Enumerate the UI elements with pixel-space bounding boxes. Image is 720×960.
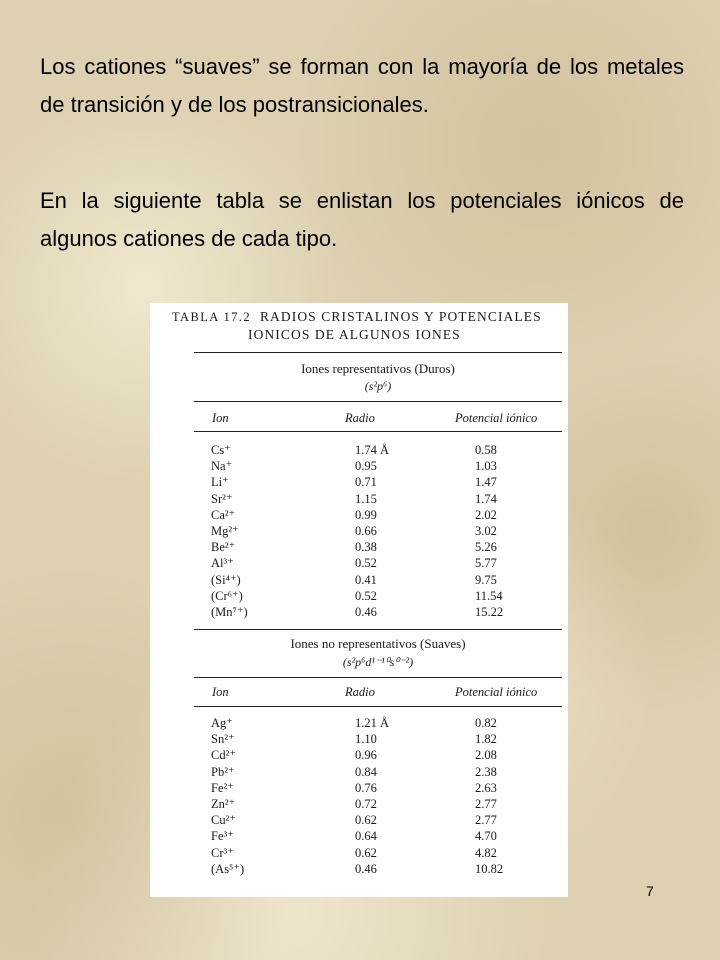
radio-cell: 1.74 Å: [355, 443, 390, 457]
table-row: [150, 715, 568, 731]
ion-cell: Li⁺: [211, 475, 229, 490]
radio-cell: 0.64: [355, 829, 377, 844]
divider: [194, 401, 562, 402]
radio-cell: 1.21 Å: [355, 716, 390, 730]
radio-cell: 0.84: [355, 764, 377, 779]
potential-cell: 5.26: [475, 540, 497, 555]
radio-cell: 0.76: [355, 780, 377, 795]
ion-cell: Mg²⁺: [211, 524, 239, 538]
ion-cell: Cr³⁺: [211, 845, 234, 860]
potential-cell: 15.22: [475, 605, 504, 619]
divider: [194, 629, 562, 630]
divider: [194, 352, 562, 353]
divider: [194, 677, 562, 678]
page-number: 7: [646, 883, 654, 899]
table-row: [150, 861, 568, 877]
ion-cell: Ca²⁺: [211, 507, 236, 522]
ion-cell: Zn²⁺: [211, 797, 236, 811]
potential-cell: 5.77: [475, 556, 497, 571]
radio-cell: 0.62: [355, 845, 377, 860]
potential-cell: 2.38: [475, 764, 497, 779]
ion-cell: (Cr⁶⁺): [211, 588, 243, 603]
radio-cell: 0.71: [355, 475, 377, 490]
section-config-soft: (s²p⁶d¹⁻¹⁰s⁰⁻²): [342, 655, 414, 669]
table-row: [150, 731, 568, 747]
potential-cell: 9.75: [475, 572, 497, 587]
table-row: [150, 845, 568, 861]
table-row: [150, 442, 568, 458]
radio-cell: 0.46: [355, 861, 377, 876]
potential-cell: 11.54: [475, 588, 503, 603]
radio-cell: 0.95: [355, 459, 377, 474]
section-heading-soft: Iones no representativos (Suaves): [290, 636, 466, 651]
col-header-potencial: Potencial iónico: [455, 411, 538, 425]
potential-cell: 1.47: [475, 475, 497, 490]
potential-cell: 2.63: [475, 780, 497, 795]
potential-cell: 2.02: [475, 507, 497, 522]
table-row: [150, 555, 568, 571]
ion-cell: Be²⁺: [211, 540, 236, 555]
potential-cell: 2.77: [475, 813, 497, 828]
col-header-potencial: Potencial iónico: [455, 685, 538, 699]
table-row: [150, 523, 568, 539]
table-row: [150, 539, 568, 555]
table-row: [150, 588, 568, 604]
potential-cell: 1.74: [475, 491, 497, 506]
intro-paragraph: Los cationes “suaves” se forman con la mayoría de los metales de transición y de los postransicionales.: [40, 54, 684, 117]
ion-cell: (Mn⁷⁺): [211, 605, 248, 619]
table-row: [150, 812, 568, 828]
radio-cell: 0.52: [355, 588, 377, 603]
potential-cell: 3.02: [475, 524, 497, 538]
section-config-hard: (s²p⁶): [364, 379, 392, 393]
col-header-ion: Ion: [212, 685, 229, 699]
ion-cell: Cs⁺: [211, 443, 231, 457]
ion-cell: Na⁺: [211, 459, 233, 474]
table-title-text: RADIOS CRISTALINOS Y POTENCIALES: [259, 309, 542, 324]
table-row: [150, 474, 568, 490]
radio-cell: 0.99: [355, 507, 377, 522]
table-label: TABLA 17.2: [172, 310, 251, 324]
radio-cell: 0.66: [355, 524, 377, 538]
table-title-line2: IONICOS DE ALGUNOS IONES: [248, 327, 461, 342]
potential-cell: 1.03: [475, 459, 497, 474]
table-row: [150, 572, 568, 588]
table-row: [150, 828, 568, 844]
section-heading-hard: Iones representativos (Duros): [301, 361, 455, 376]
col-header-radio: Radio: [345, 685, 375, 699]
table-row: [150, 796, 568, 812]
table-row: [150, 604, 568, 620]
radio-cell: 0.41: [355, 572, 377, 587]
radio-cell: 0.62: [355, 813, 377, 828]
potential-cell: 4.70: [475, 829, 497, 844]
radio-cell: 1.15: [355, 491, 377, 506]
col-header-radio: Radio: [345, 411, 375, 425]
ion-cell: Ag⁺: [211, 716, 233, 730]
ion-cell: Cu²⁺: [211, 813, 236, 828]
table-intro-paragraph: En la siguiente tabla se enlistan los potenciales iónicos de algunos cationes de cada tipo.: [40, 188, 684, 251]
ion-cell: (As⁵⁺): [211, 861, 245, 876]
col-header-ion: Ion: [212, 411, 229, 425]
potential-cell: 0.58: [475, 443, 497, 457]
radio-cell: 0.96: [355, 748, 377, 763]
radio-cell: 0.72: [355, 797, 377, 811]
table-row: [150, 747, 568, 763]
ion-cell: Al³⁺: [211, 556, 234, 571]
potential-cell: 10.82: [475, 861, 504, 876]
ion-cell: Sn²⁺: [211, 732, 235, 747]
ionic-radii-table-image: [150, 303, 568, 897]
potential-cell: 2.08: [475, 748, 497, 763]
potential-cell: 1.82: [475, 732, 497, 747]
radio-cell: 0.38: [355, 540, 377, 555]
potential-cell: 2.77: [475, 797, 497, 811]
divider: [194, 706, 562, 707]
radio-cell: 1.10: [355, 732, 377, 747]
ion-cell: Fe³⁺: [211, 829, 234, 844]
ion-cell: Fe²⁺: [211, 780, 234, 795]
table-title-line1: [172, 309, 542, 325]
ion-cell: Cd²⁺: [211, 748, 236, 763]
table-row: [150, 458, 568, 474]
table-row: [150, 491, 568, 507]
ion-cell: Sr²⁺: [211, 491, 233, 506]
divider: [194, 431, 562, 432]
table-row: [150, 780, 568, 796]
potential-cell: 4.82: [475, 845, 497, 860]
radio-cell: 0.52: [355, 556, 377, 571]
table-row: [150, 507, 568, 523]
ion-cell: (Si⁴⁺): [211, 572, 241, 587]
radio-cell: 0.46: [355, 605, 377, 619]
ion-cell: Pb²⁺: [211, 764, 235, 779]
table-row: [150, 764, 568, 780]
potential-cell: 0.82: [475, 716, 497, 730]
